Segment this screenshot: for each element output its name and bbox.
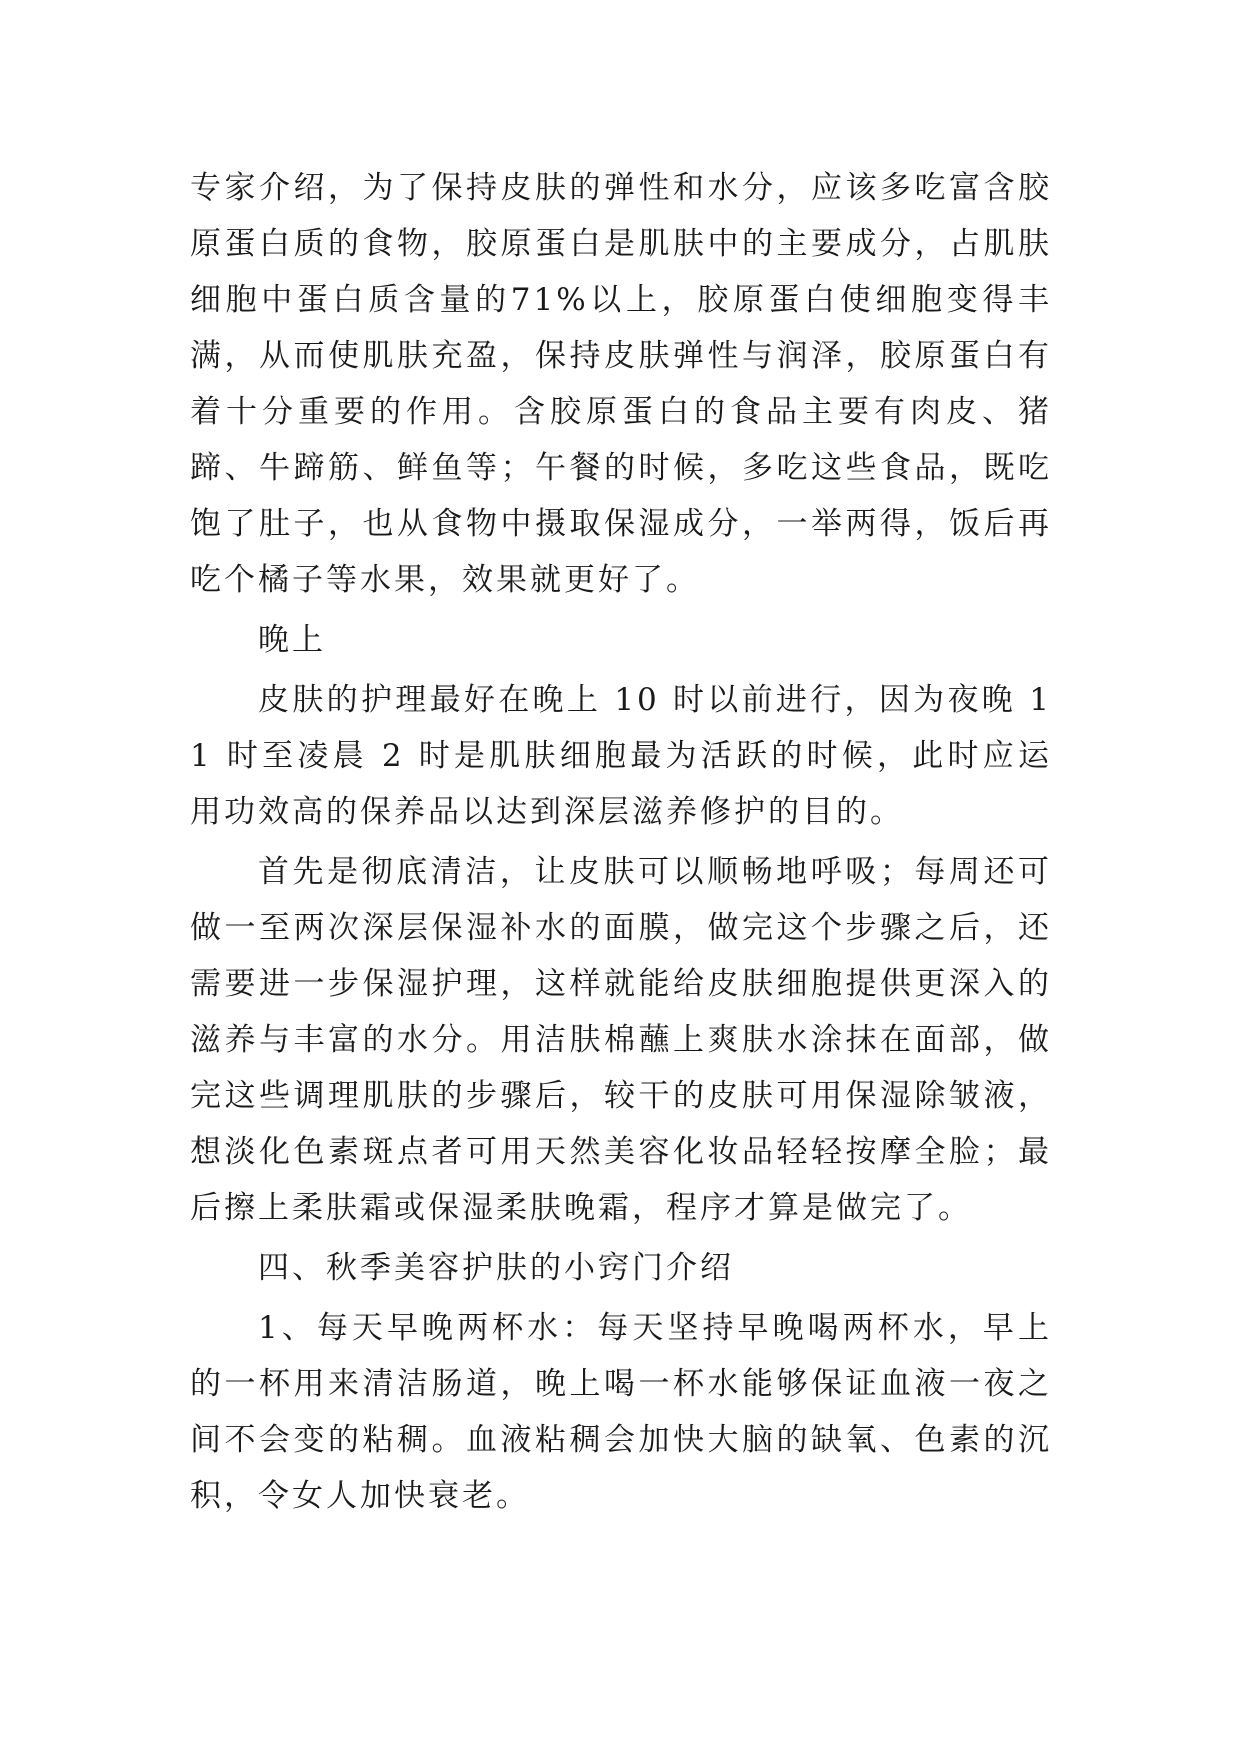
- paragraph-tip-one-water: 1、每天早晚两杯水：每天坚持早晚喝两杯水，早上的一杯用来清洁肠道，晚上喝一杯水能够保证血液一夜之间不会变的粘稠。血液粘稠会加快大脑的缺氧、色素的沉积，令女人加快衰老。: [190, 1310, 1052, 1514]
- heading-section-four: 四、秋季美容护肤的小窍门介绍: [258, 1250, 734, 1286]
- paragraph-evening-steps: 首先是彻底清洁，让皮肤可以顺畅地呼吸；每周还可做一至两次深层保湿补水的面膜，做完这个步骤之后，还需要进一步保湿护理，这样就能给皮肤细胞提供更深入的滋养与丰富的水分。用洁肤棉蘸上爽肤水涂抹在面部，做完这些调理肌肤的步骤后，较干的皮肤可用保湿除皱液，想淡化色素斑点者可用天然美容化妆品轻轻按摩全脸；最后擦上柔肤霜或保湿柔肤晚霜，程序才算是做完了。: [190, 854, 1052, 1226]
- paragraph-evening-care-time: 皮肤的护理最好在晚上 10 时以前进行，因为夜晚 11 时至凌晨 2 时是肌肤细胞最为活跃的时候，此时应运用功效高的保养品以达到深层滋养修护的目的。: [190, 682, 1052, 830]
- paragraph-collagen-foods: 专家介绍，为了保持皮肤的弹性和水分，应该多吃富含胶原蛋白质的食物，胶原蛋白是肌肤中的主要成分，占肌肤细胞中蛋白质含量的71%以上，胶原蛋白使细胞变得丰满，从而使肌肤充盈，保持皮肤弹性与润泽，胶原蛋白有着十分重要的作用。含胶原蛋白的食品主要有肉皮、猪蹄、牛蹄筋、鲜鱼等；午餐的时候，多吃这些食品，既吃饱了肚子，也从食物中摄取保湿成分，一举两得，饭后再吃个橘子等水果，效果就更好了。: [190, 170, 1052, 598]
- document-page: [190, 160, 1052, 1524]
- heading-evening: 晚上: [258, 622, 326, 658]
